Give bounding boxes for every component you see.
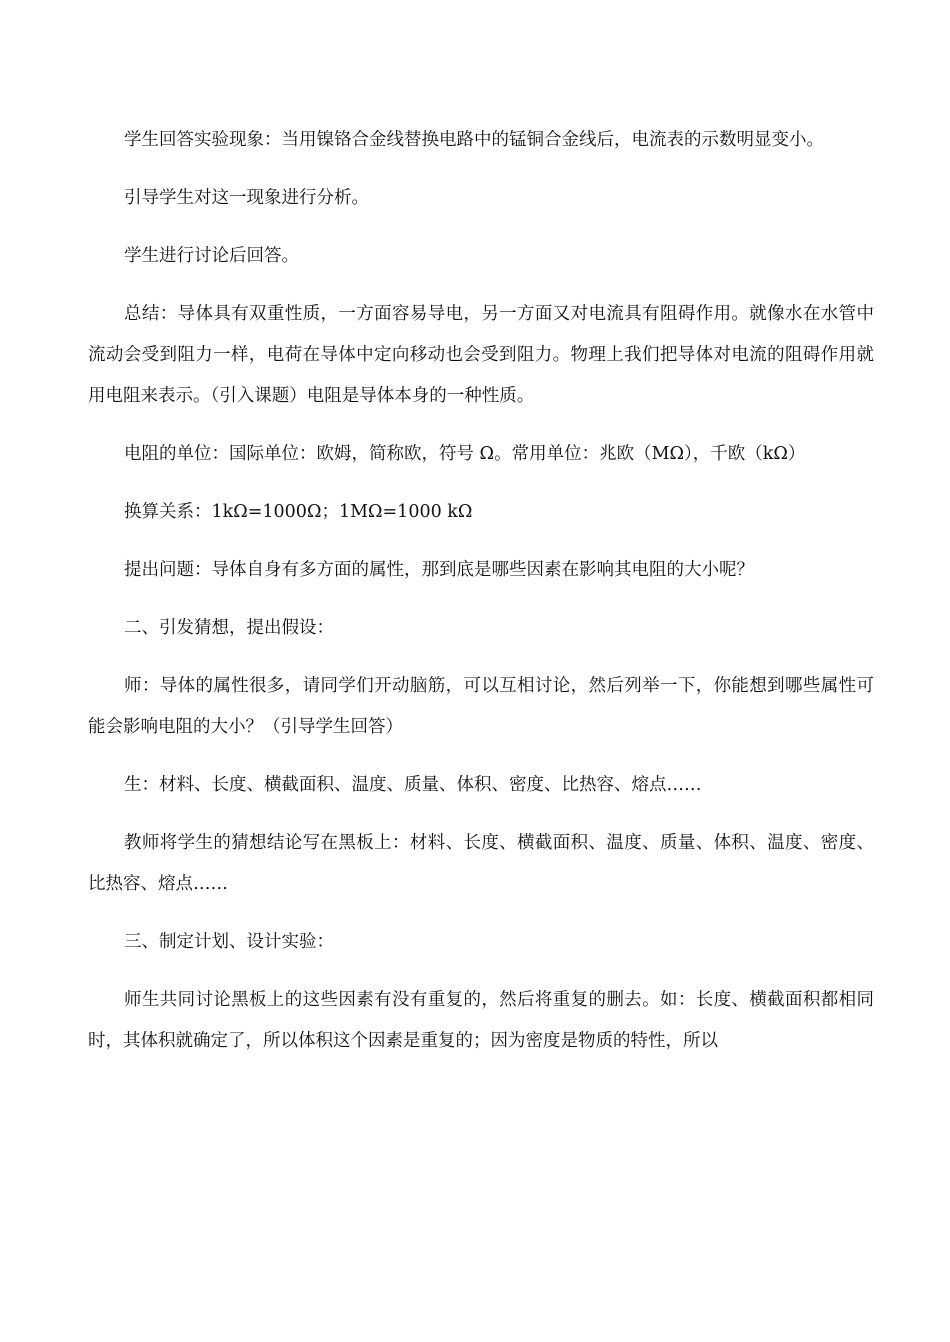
section-heading-plan: 三、制定计划、设计实验： bbox=[124, 932, 334, 952]
paragraph-student-discussion: 学生进行讨论后回答。 bbox=[124, 246, 299, 266]
paragraph-guide-analysis: 引导学生对这一现象进行分析。 bbox=[124, 188, 369, 208]
paragraph-teacher-prompt: 师：导体的属性很多，请同学们开动脑筋，可以互相讨论，然后列举一下，你能想到哪些属性可能会影响电阻的大小？（引导学生回答） bbox=[88, 676, 874, 737]
document-body bbox=[88, 120, 874, 1079]
paragraph-joint-discussion: 师生共同讨论黑板上的这些因素有没有重复的，然后将重复的删去。如：长度、横截面积都相同时，其体积就确定了，所以体积这个因素是重复的；因为密度是物质的特性，所以 bbox=[88, 990, 874, 1051]
paragraph-unit-conversion: 换算关系：1kΩ=1000Ω；1MΩ=1000 kΩ bbox=[124, 502, 473, 522]
paragraph-question: 提出问题：导体自身有多方面的属性，那到底是哪些因素在影响其电阻的大小呢？ bbox=[124, 560, 754, 580]
paragraph-summary: 总结：导体具有双重性质，一方面容易导电，另一方面又对电流具有阻碍作用。就像水在水管中流动会受到阻力一样，电荷在导体中定向移动也会受到阻力。物理上我们把导体对电流的阻碍作用就用电阻来表示。（引入课题）电阻是导体本身的一种性质。 bbox=[88, 304, 874, 406]
section-heading-hypothesis: 二、引发猜想，提出假设： bbox=[124, 618, 334, 638]
paragraph-blackboard-notes: 教师将学生的猜想结论写在黑板上：材料、长度、横截面积、温度、质量、体积、温度、密度、比热容、熔点…… bbox=[88, 833, 874, 894]
paragraph-resistance-units: 电阻的单位：国际单位：欧姆，简称欧，符号 Ω。常用单位：兆欧（MΩ），千欧（kΩ） bbox=[124, 444, 806, 464]
paragraph-student-observation: 学生回答实验现象：当用镍铬合金线替换电路中的锰铜合金线后，电流表的示数明显变小。 bbox=[124, 130, 824, 150]
paragraph-student-answer: 生：材料、长度、横截面积、温度、质量、体积、密度、比热容、熔点…… bbox=[124, 775, 702, 795]
